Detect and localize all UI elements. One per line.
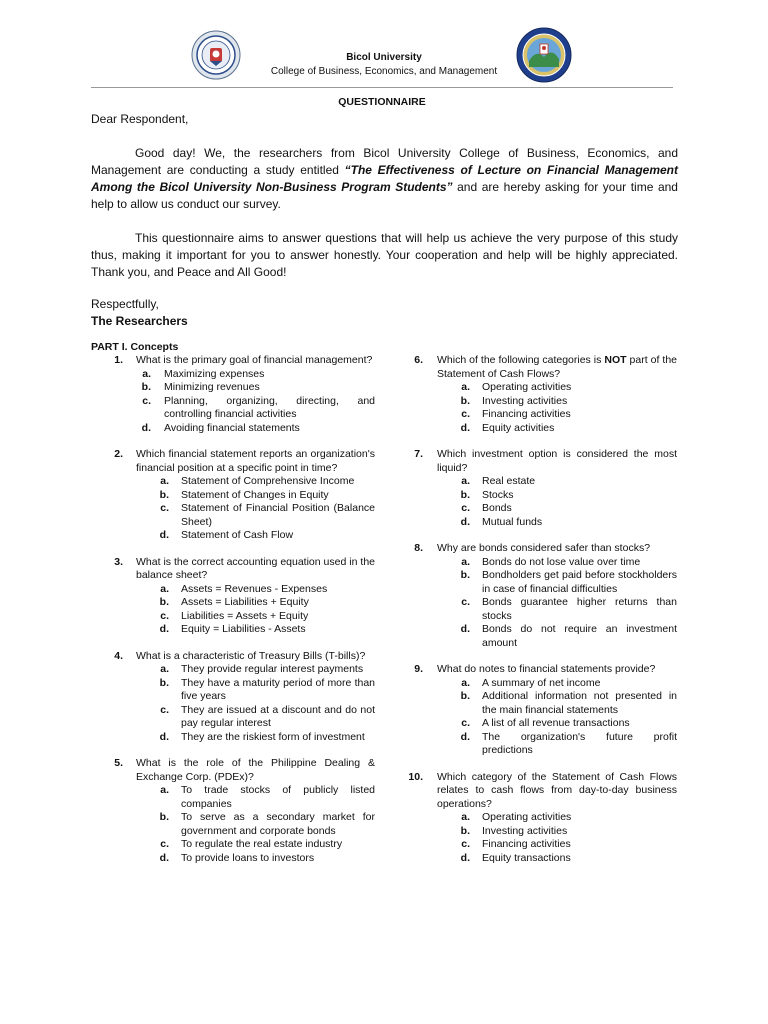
question-text: Which of the following categories is NOT part of the Statement of Cash Flows?	[437, 354, 677, 380]
question-1: 1. What is the primary goal of financial management? a. Maximizing expenses b. Minimizing revenues c. Planning, organizing, directing, and controlling financial activities d. Avoiding financial statements	[114, 354, 375, 434]
question-9: 9. What do notes to financial statements provide? a. A summary of net income b. Additional information not presented in the main financial statements c. A list of all revenue transactions d. The organization's future profit predictions	[414, 663, 677, 756]
question-text: What is the primary goal of financial management?	[136, 354, 373, 366]
question-10: 10. Which category of the Statement of Cash Flows relates to cash flows from day-to-day business operations? a. Operating activities b. Investing activities c. Financing activities d. Equity transactions	[408, 770, 677, 864]
option: a. Real estate	[461, 475, 536, 487]
option: a. To trade stocks of publicly listed companies	[160, 784, 375, 810]
option: d. The organization's future profit predictions	[460, 730, 677, 756]
question-5: 5. What is the role of the Philippine Dealing & Exchange Corp. (PDEx)? a. To trade stocks of publicly listed companies b. To serve as a secondary market for government and corporate bonds c. To regulate the real estate industry d. To provide loans to investors	[114, 757, 375, 864]
question-text: Which investment option is considered the most liquid?	[437, 448, 677, 474]
closing: Respectfully,	[91, 297, 159, 311]
option: b. They have a maturity period of more than five years	[159, 676, 375, 702]
part-title: PART I. Concepts	[91, 341, 179, 353]
option: d. Statement of Cash Flow	[159, 529, 294, 541]
college-name: College of Business, Economics, and Management	[270, 66, 498, 77]
option: a. Bonds do not lose value over time	[461, 555, 641, 568]
document-title: QUESTIONNAIRE	[338, 96, 426, 108]
option: a. Statement of Comprehensive Income	[160, 475, 355, 487]
question-3: 3. What is the correct accounting equation used in the balance sheet? a. Assets = Revenues - Expenses b. Assets = Liabilities + Equity c. Liabilities = Assets + Equity d. Equity = Liabilities - Assets	[114, 555, 375, 635]
option: c. Financing activities	[461, 838, 571, 850]
question-text: What is the correct accounting equation used in the balance sheet?	[136, 555, 375, 581]
option: c. Planning, organizing, directing, and controlling financial activities	[142, 394, 375, 420]
questions-left-column	[91, 354, 375, 878]
option: b. Assets = Liabilities + Equity	[159, 596, 309, 608]
salutation: Dear Respondent,	[91, 112, 189, 126]
question-4: 4. What is a characteristic of Treasury Bills (T-bills)? a. They provide regular interest payments b. They have a maturity period of more than five years c. They are issued at a discount and do not pay regular interest d. They are the riskiest form of investment	[114, 649, 375, 743]
option: b. Minimizing revenues	[141, 381, 260, 393]
option: c. A list of all revenue transactions	[461, 717, 630, 729]
option: d. They are the riskiest form of investment	[159, 730, 365, 743]
question-2: 2. Which financial statement reports an organization's financial position at a specific point in time? a. Statement of Comprehensive Income b. Statement of Changes in Equity c. Statement of Financial Position (Balance Sheet) d. Statement of Cash Flow	[114, 448, 375, 541]
question-text: What is the role of the Philippine Dealing & Exchange Corp. (PDEx)?	[136, 757, 375, 783]
option: b. Stocks	[460, 488, 514, 501]
study-title: “The Effectiveness of Lecture on Financial Management Among the Bicol University Non-Business Program Students”	[91, 163, 678, 194]
intro-paragraph: Good day! We, the researchers from Bicol University College of Business, Economics, and Management are conducting a study entitled “The Effectiveness of Lecture on Financial Management Among the Bicol University Non-Business Program Students” and are hereby asking for your time and help to allow us conduct our survey.	[91, 146, 678, 211]
option: c. To regulate the real estate industry	[160, 838, 343, 850]
option: d. To provide loans to investors	[159, 851, 315, 864]
option: b. Statement of Changes in Equity	[159, 488, 329, 501]
question-8: 8. Why are bonds considered safer than stocks? a. Bonds do not lose value over time b. Bondholders get paid before stockholders in case of financial difficulties c. Bonds guarantee higher returns than stocks d. Bonds do not require an investment amount	[414, 542, 677, 649]
option: a. Maximizing expenses	[142, 367, 265, 380]
question-7: 7. Which investment option is considered the most liquid? a. Real estate b. Stocks c. Bonds d. Mutual funds	[414, 448, 677, 528]
question-text: Which financial statement reports an organization's financial position at a specific point in time?	[136, 448, 375, 474]
option: c. Bonds guarantee higher returns than stocks	[461, 596, 677, 622]
option: a. Operating activities	[461, 381, 572, 393]
purpose-paragraph: This questionnaire aims to answer questions that will help us achieve the very purpose of this study thus, making it important for you to answer honestly. Your cooperation and help will be highly appreciated. Thank you, and Peace and All Good!	[91, 231, 678, 279]
question-text: Which category of the Statement of Cash Flows relates to cash flows from day-to-day business operations?	[437, 770, 677, 810]
option: a. A summary of net income	[461, 676, 601, 689]
option: d. Bonds do not require an investment amount	[460, 623, 677, 649]
question-text: Why are bonds considered safer than stocks?	[437, 542, 651, 554]
option: c. Liabilities = Assets + Equity	[160, 609, 309, 622]
cover-letter	[91, 111, 678, 330]
questions-right-column	[391, 354, 677, 878]
option: b. Investing activities	[460, 394, 568, 407]
option: d. Equity activities	[460, 421, 555, 434]
option: b. To serve as a secondary market for government and corporate bonds	[159, 811, 375, 837]
option: d. Avoiding financial statements	[141, 421, 300, 434]
option: c. They are issued at a discount and do not pay regular interest	[160, 703, 375, 729]
option: c. Bonds	[461, 502, 512, 514]
option: c. Statement of Financial Position (Balance Sheet)	[160, 502, 375, 528]
option: b. Investing activities	[460, 824, 568, 837]
option: c. Financing activities	[461, 408, 571, 420]
question-text: What do notes to financial statements provide?	[437, 663, 656, 675]
option: d. Mutual funds	[460, 515, 543, 528]
option: b. Bondholders get paid before stockholders in case of financial difficulties	[460, 569, 677, 595]
header-divider	[91, 87, 673, 88]
option: a. Assets = Revenues - Expenses	[160, 582, 328, 595]
option: a. They provide regular interest payments	[160, 663, 364, 675]
option: d. Equity = Liabilities - Assets	[159, 623, 306, 635]
option: a. Operating activities	[461, 811, 572, 823]
signature: The Researchers	[91, 314, 188, 328]
option: d. Equity transactions	[460, 851, 571, 864]
question-6: 6. Which of the following categories is NOT part of the Statement of Cash Flows? a. Operating activities b. Investing activities c. Financing activities d. Equity activities	[414, 354, 677, 434]
question-text: What is a characteristic of Treasury Bills (T-bills)?	[136, 649, 366, 662]
university-name: Bicol University	[346, 52, 422, 63]
option: b. Additional information not presented in the main financial statements	[460, 690, 677, 716]
